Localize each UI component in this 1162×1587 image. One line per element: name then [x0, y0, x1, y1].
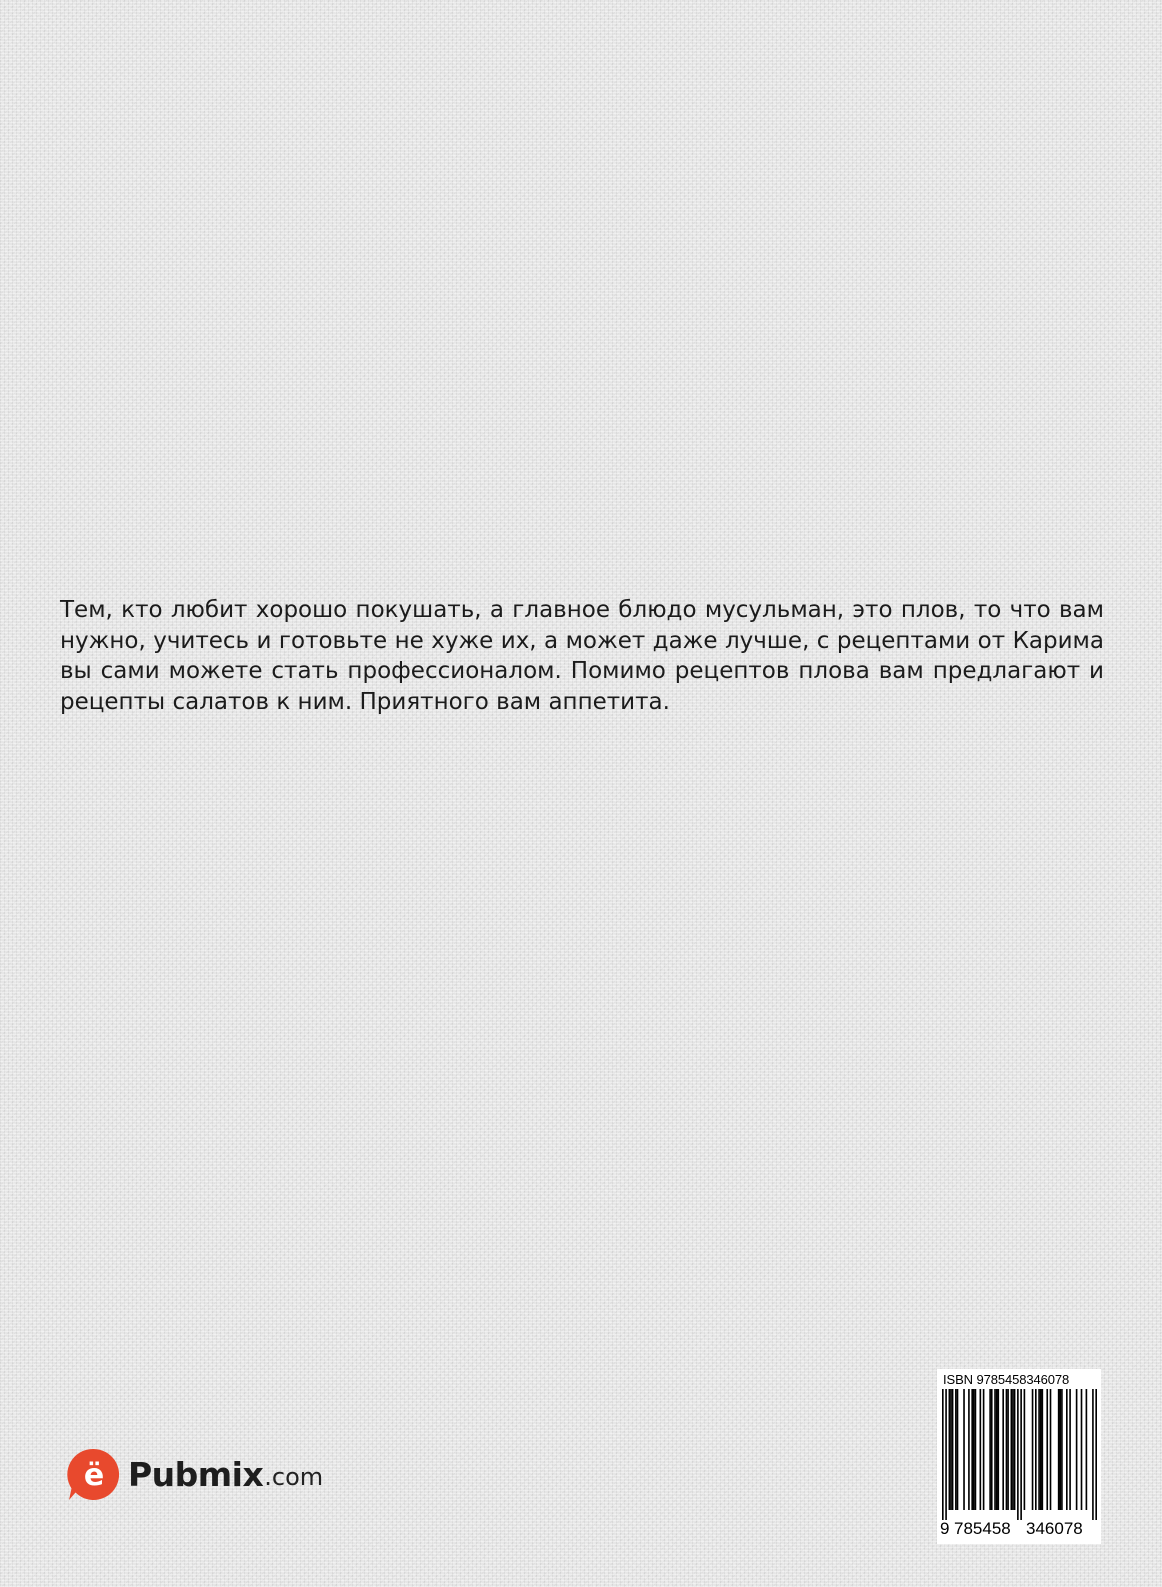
barcode-bar [1050, 1389, 1052, 1510]
barcode-bar [989, 1389, 991, 1510]
isbn-barcode-block [937, 1369, 1101, 1544]
barcode-bar [1092, 1389, 1094, 1520]
barcode-first-digit: 9 [940, 1519, 950, 1538]
barcode-bar [994, 1389, 996, 1510]
barcode-bar [1024, 1389, 1026, 1510]
barcode-bar [1012, 1389, 1014, 1510]
barcode-bar [997, 1389, 999, 1510]
barcode-bar [1014, 1389, 1016, 1510]
barcode-bar [1038, 1389, 1040, 1510]
barcode-bar [1081, 1389, 1083, 1510]
barcode-bar [957, 1389, 959, 1510]
barcode-bar [996, 1389, 998, 1510]
barcode-bar [1059, 1389, 1061, 1510]
barcode-bar [983, 1389, 985, 1510]
barcode-bar [1095, 1389, 1097, 1520]
barcode-bar [1086, 1389, 1088, 1510]
barcode-left-group: 785458 [954, 1519, 1011, 1538]
barcode-bar [1035, 1389, 1037, 1510]
barcode-bar [1011, 1389, 1013, 1510]
pubmix-logo-icon [66, 1447, 121, 1502]
barcode-bar [963, 1389, 965, 1510]
barcode-bar [1069, 1389, 1071, 1510]
barcode-bar [975, 1389, 977, 1510]
barcode-bar [1020, 1389, 1022, 1520]
book-description: Тем, кто любит хорошо покушать, а главное блюдо мусульман, это плов, то что вам нужно, учитесь и готовьте не хуже их, а может даже лучше, с рецептами от Карима вы сами можете стать профессионалом. Помимо рецептов плова вам предлагают и рецепты салатов к ним. Приятного вам аппетита. [60, 597, 1104, 715]
barcode-bar [1061, 1389, 1063, 1510]
barcode-bar [949, 1389, 951, 1510]
barcode-digits [937, 1519, 1101, 1541]
barcode-bar [973, 1389, 975, 1510]
barcode-bar [945, 1389, 947, 1520]
barcode-bar [1002, 1389, 1004, 1510]
barcode-bar [980, 1389, 982, 1510]
barcode-bar [952, 1389, 954, 1510]
publisher-name: Pubmix [128, 1454, 264, 1494]
barcode-bar [942, 1389, 944, 1520]
barcode-bar [1042, 1389, 1044, 1510]
barcode-bar [955, 1389, 957, 1510]
publisher-domain: .com [264, 1463, 324, 1491]
barcode-bar [1032, 1389, 1034, 1510]
barcode-bar [971, 1389, 973, 1510]
barcode-bar [1040, 1389, 1042, 1510]
barcode-right-group: 346078 [1026, 1519, 1083, 1538]
barcode-bar [950, 1389, 952, 1510]
barcode-bar [1007, 1389, 1009, 1510]
barcode-bar [1017, 1389, 1019, 1520]
isbn-label: ISBN 9785458346078 [943, 1372, 1070, 1387]
barcode-bar [1006, 1389, 1008, 1510]
barcode-bar [1046, 1389, 1048, 1510]
pubmix-logo-letter: ё [83, 1457, 105, 1493]
barcode-bar [1058, 1389, 1060, 1510]
isbn-barcode [942, 1389, 1097, 1520]
barcode-bar [1066, 1389, 1068, 1510]
publisher-logo [66, 1446, 323, 1502]
barcode-bar [968, 1389, 970, 1510]
barcode-bar [991, 1389, 993, 1510]
barcode-bar [1076, 1389, 1078, 1510]
